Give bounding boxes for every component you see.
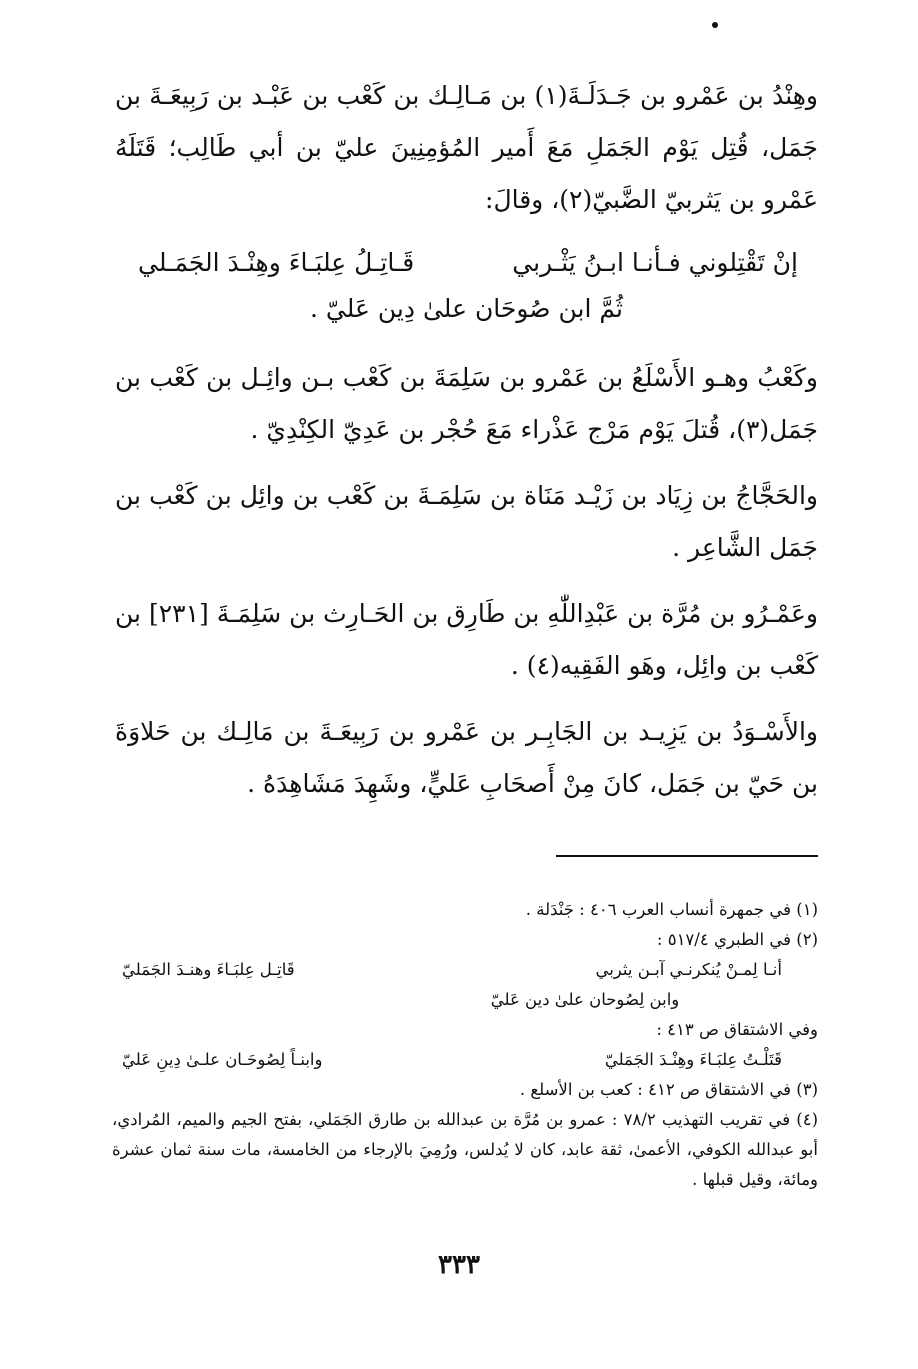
main-text [115, 70, 818, 824]
footnote-2: (٢) في الطبري ٥١٧/٤ : [656, 930, 818, 949]
page-number: ٣٣٣ [438, 1250, 480, 1280]
footnote-1: (١) في جمهرة أنساب العرب ٤٠٦ : جَنْدَلة . [525, 900, 818, 919]
paragraph-amr: وعَمْـرُو بن مُرَّة بن عَبْدِاللّٰهِ بن طَارِق بن الحَـارِث بن سَلِمَـةَ [٢٣١] بن كَعْب بن وائِل، وهَو الفَقِيه(٤) . [115, 599, 818, 680]
poem-line-2: ثُمَّ ابن صُوحَان علىٰ دِين عَليّ . [310, 294, 623, 323]
footnote-divider [556, 855, 818, 857]
footnote-2-extra: وفي الاشتقاق ص ٤١٣ : [656, 1020, 818, 1039]
footnote-2-extra-left: وابنـاً لِصُوحَـان علـىٰ دِينِ عَليّ [122, 1050, 323, 1069]
footnote-2-extra-verse [122, 1045, 782, 1075]
poem-hemistich-right: إنْ تَقْتِلوني فـأنـا ابـنُ يَثْـربي [512, 248, 798, 277]
footnote-4: (٤) في تقريب التهذيب ٧٨/٢ : عمرو بن مُرَّة بن عبدالله بن طارق الجَمَلي، بفتح الجيم والميم، المُرادي، أبو عبدالله الكوفي، الأعمىٰ، ثقة عابد، كان لا يُدلس، ورُمِيَ بالإرجاء من الخامسة، مات سنة ثمان عشرة ومائة، وقيل قبلها . [112, 1110, 819, 1189]
paragraph-kaab: وكَعْبُ وهـو الأَسْلَعُ بن عَمْرو بن سَلِمَةَ بن كَعْب بـن وائِـل بن كَعْب بن جَمَل(٣)، قُتلَ يَوْم مَرْج عَذْراء مَعَ حُجْر بن عَدِيّ الكِنْدِيّ . [115, 363, 818, 444]
footnote-2-verse-right: أنـا لِمـنْ يُنكرنـي آبـن يثربي [595, 960, 782, 979]
footnotes [112, 895, 818, 1195]
footnote-2-verse-line2: وابن لِصُوحان علىٰ دين عَليّ [490, 990, 680, 1009]
paragraph-hind: وهِنْدُ بن عَمْرو بن جَـدَلَـةَ(١) بن مَـالِـك بن كَعْب بن عَبْـد بن رَبِيعَـةَ بن جَمَل، قُتِل يَوْم الجَمَلِ مَعَ أَمير المُؤمِنِينَ عليّ بن أبي طَالِب؛ قَتَلَهُ عَمْرو بن يَثربيّ الضَّبيّ(٢)، وقالَ: [115, 81, 818, 214]
footnote-3: (٣) في الاشتقاق ص ٤١٢ : كعب بن الأسلع . [519, 1080, 818, 1099]
paragraph-hajjaj: والحَجَّاجُ بن زِيَاد بن زَيْـد مَنَاة بن سَلِمَـةَ بن كَعْب بن وائِل بن كَعْب بن جَمَل الشَّاعِر . [115, 481, 818, 562]
footnote-2-verse [122, 955, 782, 985]
paragraph-aswad: والأَسْـوَدُ بن يَزِيـد بن الجَابِـر بن عَمْرو بن رَبِيعَـةَ بن مَالِـك بن حَلاوَةَ بن حَيّ بن جَمَل، كانَ مِنْ أَصحَابِ عَليٍّ، وشَهِدَ مَشَاهِدَهُ . [115, 717, 818, 798]
footnote-2-extra-right: قَتَلْـتُ عِلبَـاءَ وهِنْـدَ الجَمَليّ [604, 1050, 782, 1069]
poem-line-1 [138, 240, 798, 286]
poem-hemistich-left: قَـاتِـلُ عِلبَـاءَ وهِنْـدَ الجَمَـلي [138, 248, 415, 277]
footnote-2-verse-left: قَاتِـل عِلبَـاءَ وهنـدَ الجَمَليّ [122, 960, 295, 979]
top-dot-mark [712, 22, 718, 28]
